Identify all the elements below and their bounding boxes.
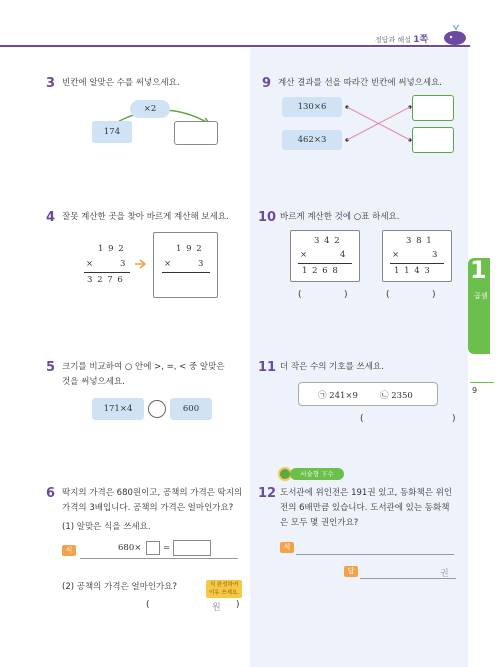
q6-hint-line2: 이유 쓰세요.: [208, 590, 240, 596]
q4-wrong-result: 3 2 7 6: [87, 275, 124, 285]
q12-text-line1: 도서관에 위인전은 191권 있고, 동화책은 위인: [280, 488, 453, 498]
q4-wrong-rule: [84, 272, 130, 273]
q4-correction-box[interactable]: [153, 232, 218, 298]
q4-right-mul: ×: [164, 259, 172, 269]
q10-paren1-close: ): [344, 290, 348, 300]
q4-wrong-bottom: 3: [120, 259, 126, 269]
q10-c2-result: 1 1 4 3: [394, 266, 431, 276]
q10-paren1-open: (: [298, 290, 302, 300]
q10-c1-result: 1 2 6 8: [302, 266, 339, 276]
q11-paren-open: (: [360, 414, 364, 424]
q11-text: 더 작은 수의 기호를 쓰세요.: [280, 362, 384, 372]
q6-paren-open: (: [146, 600, 150, 610]
page-number-rule: [470, 382, 494, 383]
header-page: 1쪽: [413, 35, 429, 45]
arrow-right-icon: [134, 259, 148, 269]
q9-answer-box-2[interactable]: [412, 127, 454, 153]
q6-sub1: (1) 알맞은 식을 쓰세요.: [62, 522, 151, 532]
q11-option-1: ㉠ 241×9: [318, 391, 358, 401]
q12-dap-label: 답: [344, 566, 358, 577]
q10-c1-top: 3 4 2: [314, 236, 341, 246]
q6-number: 6: [46, 486, 56, 501]
q5-number: 5: [46, 360, 56, 375]
header-label-text: 정답과 해설: [375, 36, 412, 44]
q9-answer-box-1[interactable]: [412, 95, 454, 121]
q10-answer-field-2[interactable]: [386, 290, 438, 304]
q6-sub2: (2) 공책의 가격은 얼마인가요?: [62, 582, 177, 592]
q10-text: 바르게 계산한 것에 ○표 하세요.: [280, 212, 400, 222]
q9-expr-b: 462×3: [282, 130, 342, 150]
q12-text-line3: 은 모두 몇 권인가요?: [280, 518, 359, 528]
header-rule: [0, 45, 470, 47]
q6-paren-close: ): [236, 600, 240, 610]
q10-c1-rule: [298, 263, 352, 264]
q5-right-value: 600: [170, 398, 212, 420]
q12-text-line2: 전의 6배만큼 있습니다. 도서관에 있는 동화책: [280, 503, 450, 513]
q4-right-bottom: 3: [198, 259, 204, 269]
q6-expr-prefix: 680×: [118, 543, 142, 553]
q6-hint-tag: [206, 580, 242, 598]
q10-number: 10: [258, 210, 277, 225]
q4-right-top: 1 9 2: [176, 244, 203, 254]
q10-c2-mul: ×: [392, 250, 400, 260]
q3-start-box: 174: [92, 121, 132, 143]
q6-sik-line: [80, 558, 238, 559]
q4-text: 잘못 계산한 곳을 찾아 바르게 계산해 보세요.: [62, 212, 229, 222]
q12-sik-line[interactable]: [296, 554, 454, 555]
q4-wrong-mul: ×: [86, 259, 94, 269]
q11-number: 11: [258, 360, 277, 375]
q10-answer-field-1[interactable]: [298, 290, 350, 304]
q12-unit: 권: [440, 569, 449, 579]
q4-number: 4: [46, 210, 56, 225]
q3-operator-oval: ×2: [130, 100, 170, 118]
q4-wrong-top: 1 9 2: [98, 244, 125, 254]
q12-badge: 서술형 下수: [290, 468, 344, 480]
q3-number: 3: [46, 76, 56, 91]
q6-text-line1: 딱지의 가격은 680원이고, 공책의 가격은 딱지의: [62, 488, 243, 498]
q6-expr-eq: =: [163, 543, 171, 553]
page-number: 9: [472, 386, 478, 395]
header-answer-label: [375, 32, 428, 45]
q3-text: 빈칸에 알맞은 수를 써넣으세요.: [62, 78, 180, 88]
q10-c1-mul: ×: [300, 250, 308, 260]
q3-answer-box[interactable]: [174, 121, 218, 145]
q6-hint-line1: 식 완성하여: [209, 582, 239, 588]
q6-result-box[interactable]: [173, 540, 211, 556]
q6-text-line2: 가격의 3배입니다. 공책의 가격은 얼마인가요?: [62, 503, 234, 513]
q10-paren2-close: ): [432, 290, 436, 300]
q6-unit: 원: [212, 603, 221, 613]
whale-icon: [442, 24, 468, 46]
q9-text: 계산 결과를 선을 따라간 빈칸에 써넣으세요.: [278, 78, 443, 88]
q5-text-line2: 것을 써넣으세요.: [62, 377, 125, 387]
q12-number: 12: [258, 486, 277, 501]
q6-answer-field[interactable]: [146, 600, 242, 614]
q9-crossing-lines: [344, 97, 414, 153]
q4-right-rule: [162, 272, 210, 273]
q10-c2-bottom: 3: [432, 250, 438, 260]
q10-c2-rule: [390, 263, 444, 264]
q9-number: 9: [262, 76, 272, 91]
q11-answer-field[interactable]: [360, 414, 456, 428]
q5-compare-circle[interactable]: [148, 400, 166, 418]
chapter-number: 1: [470, 256, 487, 284]
q10-c2-top: 3 8 1: [406, 236, 433, 246]
q10-c1-bottom: 4: [340, 250, 346, 260]
q11-paren-close: ): [452, 414, 456, 424]
q11-option-2: ㉡ 2350: [380, 391, 413, 401]
chapter-label: 곱셈: [474, 292, 488, 300]
q6-sik-label: 식: [62, 545, 76, 556]
q5-left-value: 171×4: [92, 398, 144, 420]
q9-expr-a: 130×6: [282, 97, 342, 117]
q10-paren2-open: (: [386, 290, 390, 300]
q12-sik-label: 식: [280, 542, 294, 553]
q6-multiplier-box[interactable]: [146, 541, 160, 555]
q5-text-line1: 크기를 비교하여 ○ 안에 >, =, < 중 알맞은: [62, 362, 225, 372]
